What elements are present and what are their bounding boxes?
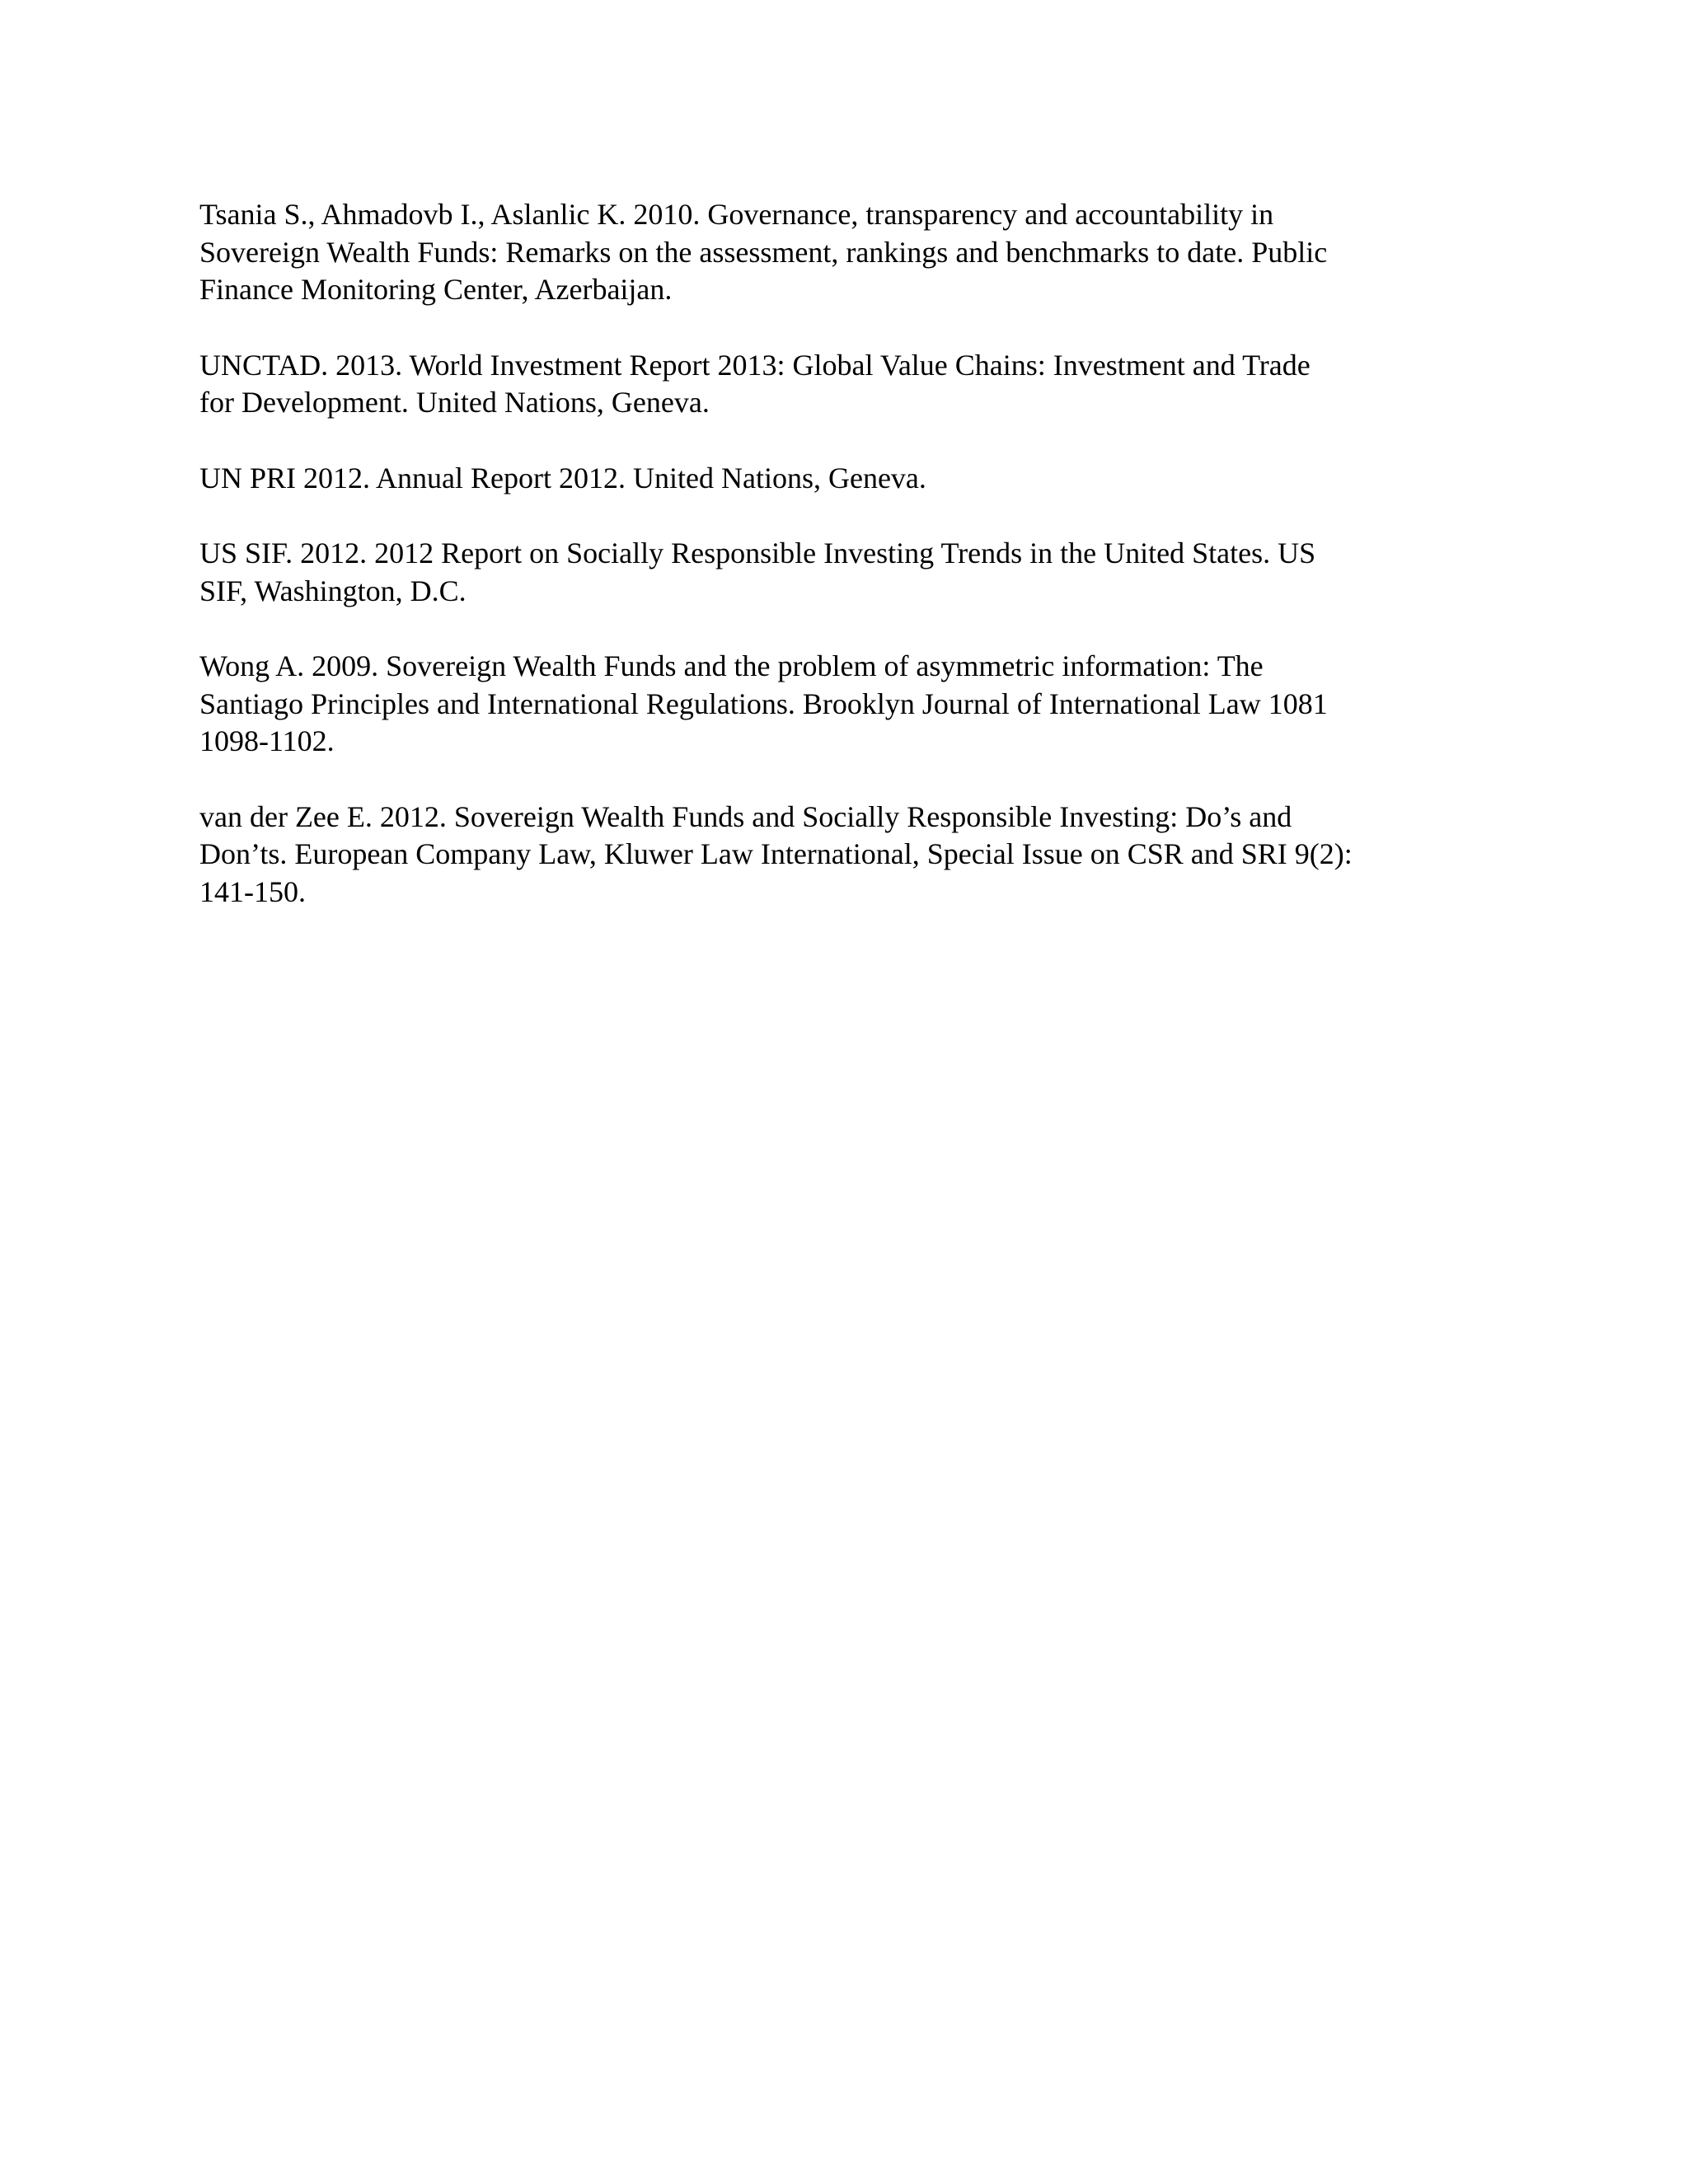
reference-unctad-2013 [199, 347, 1518, 422]
reference-line: Finance Monitoring Center, Azerbaijan. [199, 273, 673, 306]
reference-line: Santiago Principles and International Regulations. Brooklyn Journal of International Law 1081 [199, 687, 1328, 720]
reference-line: 141-150. [199, 874, 306, 908]
reference-un-pri-2012 [199, 460, 1518, 498]
reference-line: Don’ts. European Company Law, Kluwer Law International, Special Issue on CSR and SRI 9(2): [199, 837, 1353, 870]
reference-line: 1098-1102. [199, 724, 335, 757]
reference-line: Wong A. 2009. Sovereign Wealth Funds and the problem of asymmetric information: The [199, 649, 1264, 682]
reference-line: UN PRI 2012. Annual Report 2012. United Nations, Geneva. [199, 461, 926, 494]
reference-line: US SIF. 2012. 2012 Report on Socially Responsible Investing Trends in the United States. US [199, 537, 1316, 569]
reference-wong-2009 [199, 648, 1518, 761]
reference-us-sif-2012 [199, 535, 1518, 610]
reference-line: UNCTAD. 2013. World Investment Report 2013: Global Value Chains: Investment and Trade [199, 348, 1311, 382]
reference-line: Sovereign Wealth Funds: Remarks on the assessment, rankings and benchmarks to date. Public [199, 235, 1328, 269]
reference-line: for Development. United Nations, Geneva. [199, 386, 710, 419]
reference-tsania-2010 [199, 196, 1518, 309]
reference-line: van der Zee E. 2012. Sovereign Wealth Funds and Socially Responsible Investing: Do’s and [199, 799, 1292, 833]
reference-line: SIF, Washington, D.C. [199, 574, 467, 607]
reference-list [199, 196, 1518, 949]
reference-van-der-zee-2012 [199, 799, 1518, 912]
reference-line: Tsania S., Ahmadovb I., Aslanlic K. 2010. Governance, transparency and accountability in [199, 198, 1274, 231]
